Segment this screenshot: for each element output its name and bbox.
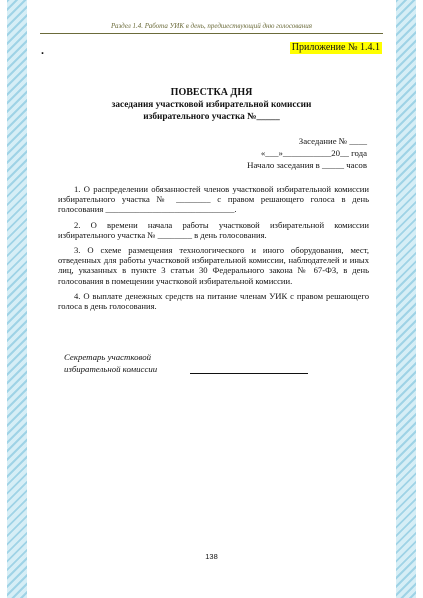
running-header: Раздел 1.4. Работа УИК в день, предшествующий дню голосования xyxy=(40,22,383,34)
agenda-items xyxy=(58,184,369,316)
appendix-label: Приложение № 1.4.1 xyxy=(291,42,380,53)
meeting-start: Начало заседания в _____ часов xyxy=(247,160,367,170)
agenda-item: 1. О распределении обязанностей членов участковой избирательной комиссии избирательного участка № ________ с правом решающего голоса в день голосования ______________________________. xyxy=(58,184,369,215)
document-title xyxy=(40,87,383,123)
meeting-date: «___»___________20__ года xyxy=(260,148,367,158)
title-line2: заседания участковой избирательной комиссии xyxy=(111,100,312,110)
signature-line xyxy=(190,373,308,374)
right-decorative-border xyxy=(396,0,416,598)
agenda-item: 3. О схеме размещения технологического и иного оборудования, мест, отведенных для работы участковой избирательной комиссии, наблюдателей и иных лиц, указанных в пункте 3 статьи 30 Федерального закона № 67-ФЗ, в день голосования в помещении участковой избирательной комиссии. xyxy=(58,245,369,286)
title-main: ПОВЕСТКА ДНЯ xyxy=(170,87,253,98)
page-number: 138 xyxy=(205,552,218,561)
meeting-meta xyxy=(247,135,367,171)
left-decorative-border xyxy=(7,0,27,598)
agenda-item: 4. О выплате денежных средств на питание членам УИК с правом решающего голоса в день голосования. xyxy=(58,290,369,312)
meeting-number: Заседание № ____ xyxy=(298,136,367,146)
title-line3: избирательного участка №_____ xyxy=(143,112,280,122)
agenda-item: 2. О времени начала работы участковой избирательной комиссии избирательного участка № ________ в день голосования. xyxy=(58,219,370,240)
secretary-label: Секретарь участковой избирательной комиссии xyxy=(64,352,158,374)
bullet-mark: . xyxy=(41,43,44,57)
